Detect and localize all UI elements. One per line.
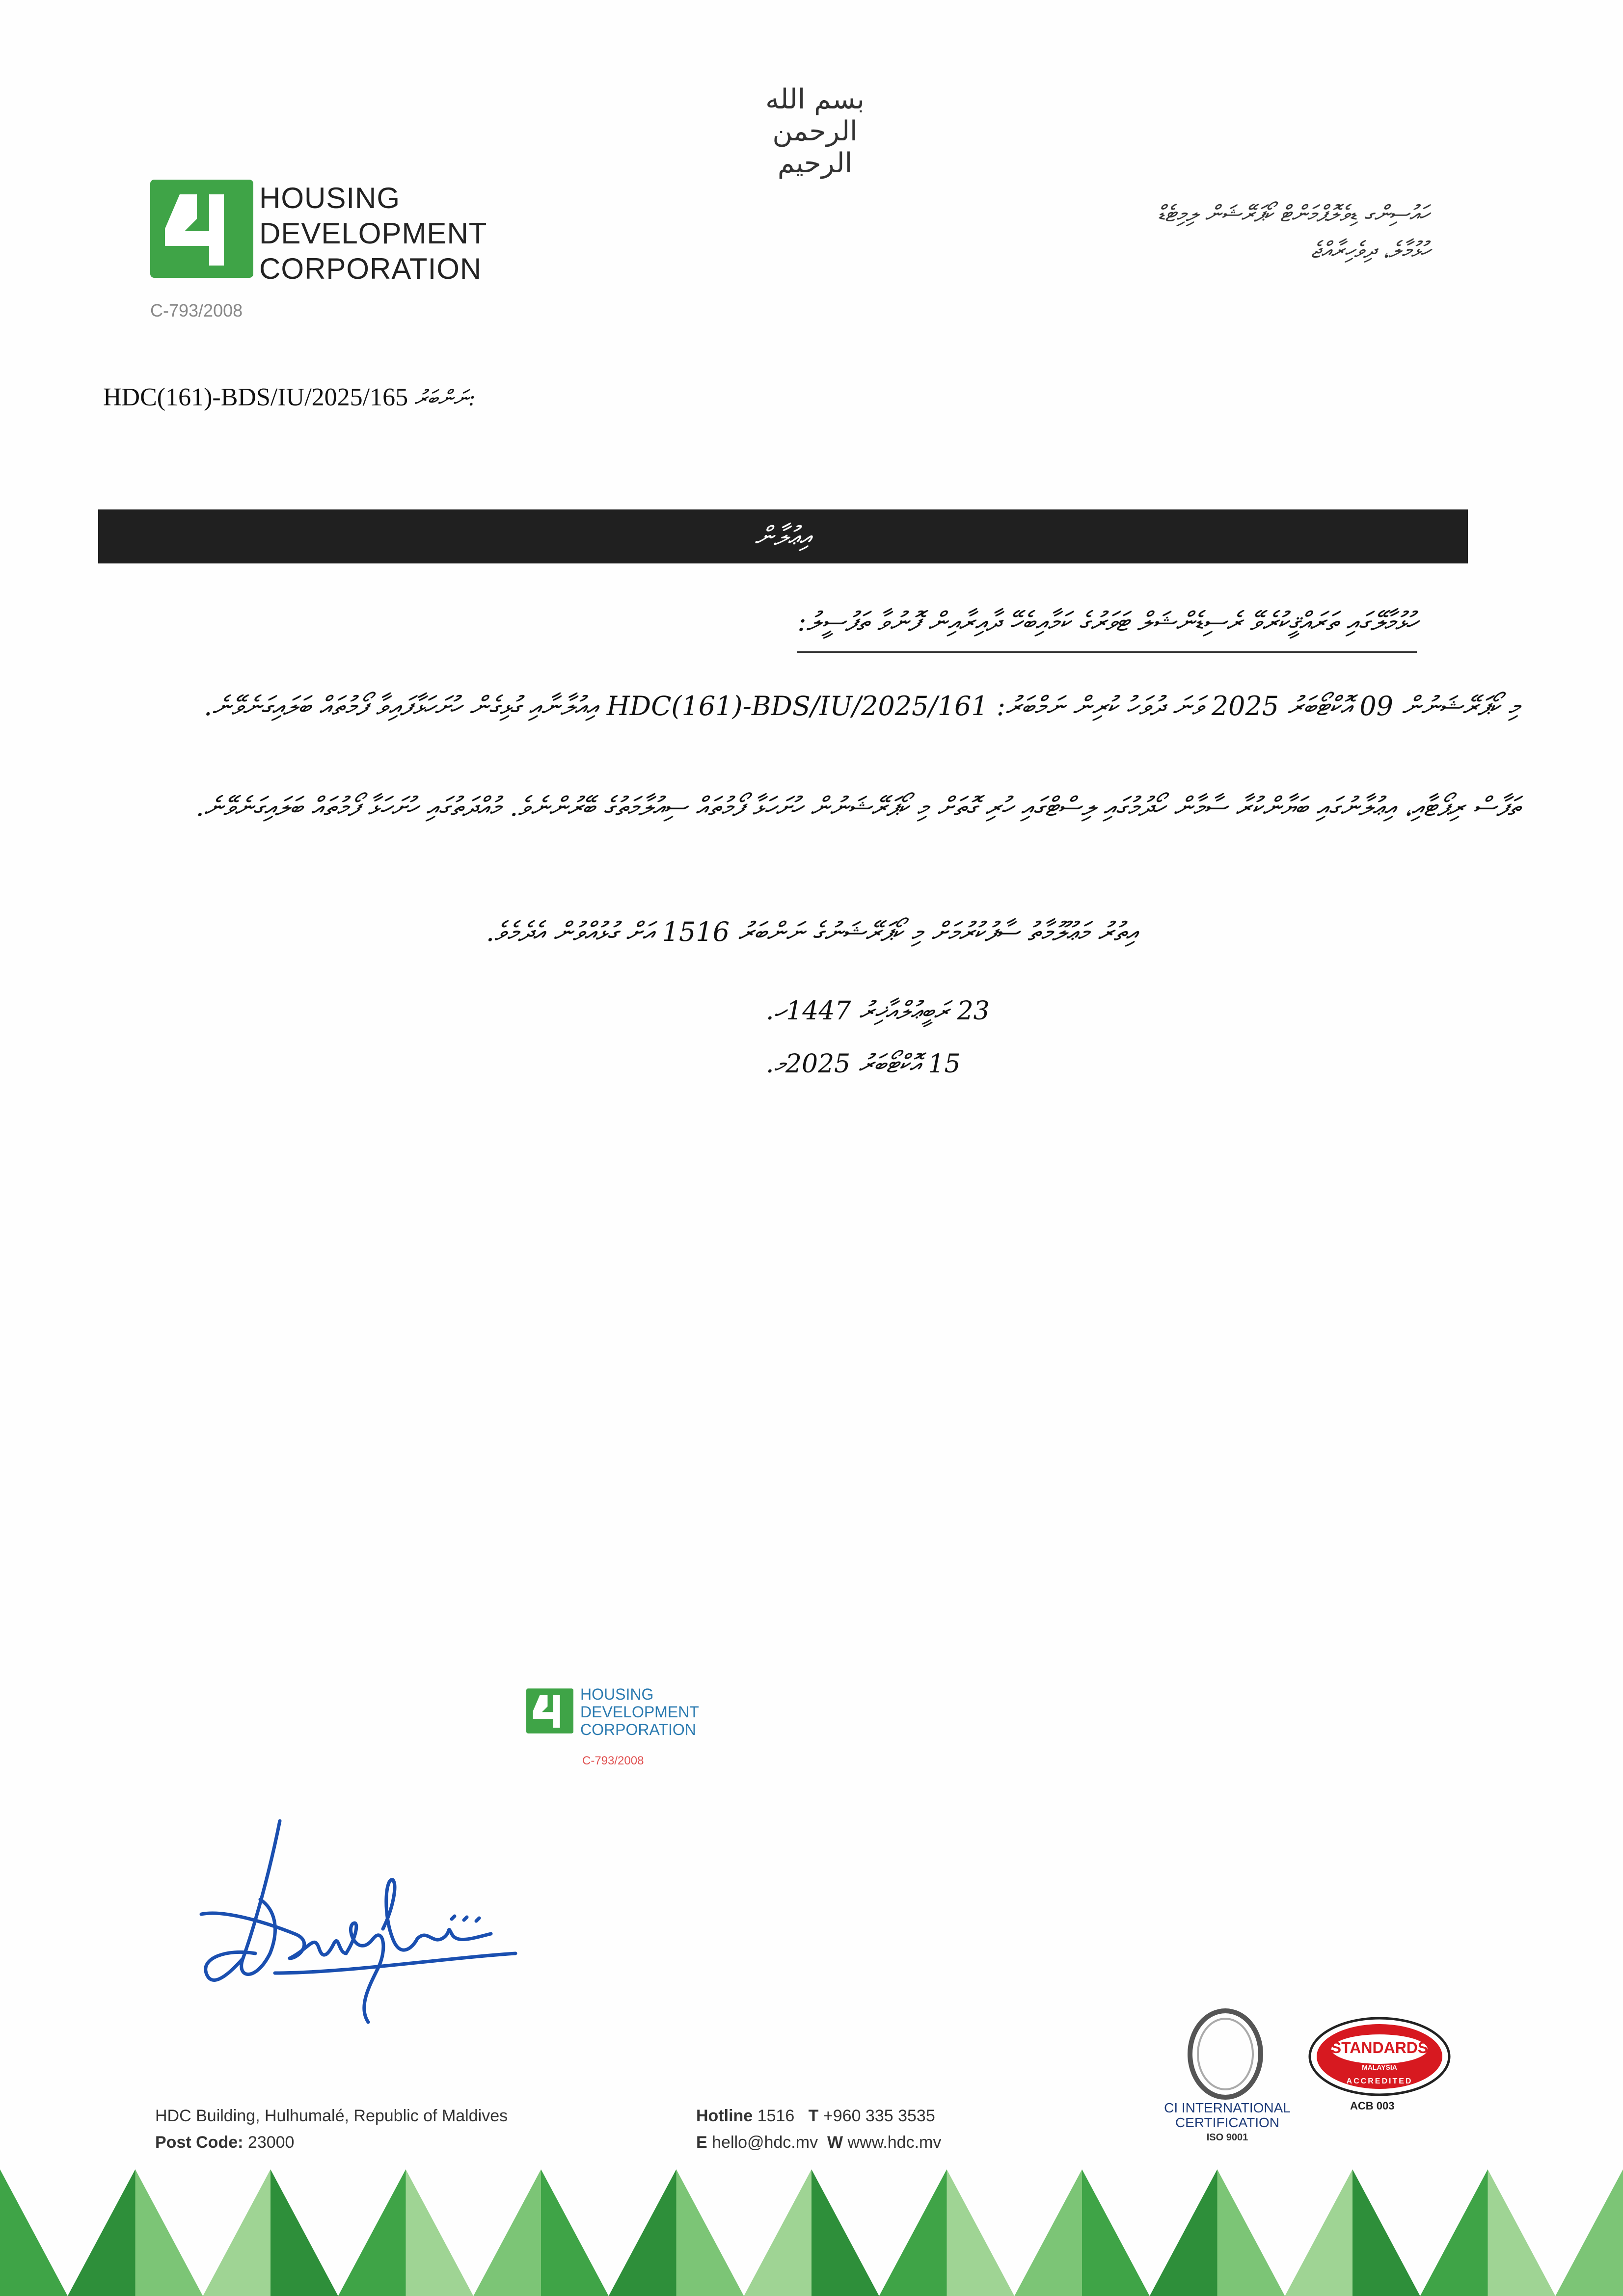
- footer-triangle: [609, 2169, 676, 2296]
- footer-phone-line: [696, 2103, 941, 2129]
- footer-triangle: [203, 2169, 270, 2296]
- ci-line-2: CERTIFICATION: [1175, 2115, 1280, 2130]
- stamp-logo-icon: [526, 1688, 573, 1734]
- date-hijri: 23 ރަބީޢުލްއާޚިރު 1447ހ.: [766, 996, 990, 1026]
- logo-line-2: DEVELOPMENT: [259, 217, 487, 250]
- ci-iso: ISO 9001: [1206, 2132, 1248, 2143]
- phone-label: T: [808, 2107, 819, 2125]
- stamp-line-2: DEVELOPMENT: [580, 1703, 699, 1721]
- footer-triangle: [1285, 2169, 1352, 2296]
- email-label: E: [696, 2133, 707, 2152]
- standards-country: MALAYSIA: [1362, 2063, 1397, 2071]
- footer-triangle: [1150, 2169, 1217, 2296]
- title-bar: [98, 509, 1468, 563]
- notice-subject: ހުޅުމާލޭގައި ތަރައްޤީކުރެވޭ ރެސިޑެންޝަލް ޓަވަރުގެ ކަމާއިބެހޭ ދާއިރާއިން ފޮނުވާ ތަފުސީލު:: [797, 606, 1417, 653]
- footer-triangle: [0, 2169, 68, 2296]
- standards-acb-number: ACB 003: [1350, 2100, 1395, 2112]
- hotline-value: 1516: [757, 2107, 795, 2125]
- standards-malaysia-icon: [1306, 2015, 1453, 2098]
- footer-address-block: [155, 2103, 508, 2156]
- notice-paragraph-3: އިތުރު މަޢުލޫމާތު ސާފުކުރުމަށް މި ކޯޕަރޭޝަނުގެ ނަންބަރު 1516 އަށް ގުޅުއްވުން އެދެމެވެ.: [486, 916, 1137, 947]
- standards-accredited: ACCREDITED: [1346, 2077, 1413, 2085]
- org-name-line-2: ހުޅުމާލެ، ދިވެހިރާއްޖެ: [1311, 237, 1430, 263]
- notice-paragraph-1: މި ކޯޕަރޭޝަނުން 09 އޮކްޓޯބަރު 2025 ވަނަ ދުވަހު ކުރިން ނަމްބަރު: HDC(161)-BDS/IU/2025/161 އިއުލާނާއި ގުޅިގެން ހުށަހަޅާފައިވާ ފޯމުތައް ބަލައިގަނެވޭނެ.: [204, 691, 1520, 721]
- footer-triangle: [135, 2169, 203, 2296]
- footer-triangle: [1420, 2169, 1488, 2296]
- footer-triangle: [1014, 2169, 1082, 2296]
- footer-triangle: [812, 2169, 879, 2296]
- postcode-value: 23000: [247, 2133, 295, 2152]
- footer-postcode-line: [155, 2129, 508, 2156]
- date-gregorian: 15 އޮކްޓޯބަރު 2025މ.: [766, 1049, 961, 1079]
- reference-label: ނަންބަރު:: [414, 386, 476, 411]
- footer-triangle: [1488, 2169, 1556, 2296]
- footer-triangle: [473, 2169, 541, 2296]
- phone-value: +960 335 3535: [823, 2107, 935, 2125]
- footer-triangle: [270, 2169, 338, 2296]
- footer-web-line: [696, 2129, 941, 2156]
- web-label: W: [827, 2133, 843, 2152]
- reference-line: [103, 383, 475, 412]
- footer-triangle: [879, 2169, 947, 2296]
- website-link[interactable]: www.hdc.mv: [847, 2133, 942, 2152]
- footer-triangle: [338, 2169, 406, 2296]
- ci-certification-icon: [1181, 2007, 1270, 2106]
- footer-triangle: [676, 2169, 744, 2296]
- footer-triangle: [1217, 2169, 1285, 2296]
- ci-certification-text: [1163, 2101, 1291, 2145]
- footer-triangle: [1555, 2169, 1623, 2296]
- org-name-line-1: ހައުސިންގ ޑިވެލޮޕްމަންޓް ކޯޕަރޭޝަން ލިމިޓެޑް: [1157, 200, 1430, 227]
- logo-line-3: CORPORATION: [259, 252, 482, 285]
- footer-triangle: [744, 2169, 812, 2296]
- footer-triangle: [1082, 2169, 1150, 2296]
- bismillah-calligraphy: بسم الله الرحمن الرحيم: [765, 83, 865, 179]
- notice-paragraph-2: ތަފާސް ރިޕޯޓާއި، އިޢުލާނުގައި ބަޔާންކުރާ ސާމާން ހޯދުމުގައި ލިސްޓްގައި ހުރި ގޮތަށް މި ކޯޕަރޭޝަނުން ހުށަހަޅާ ފޯމުތައް ސިއުލާމަތުގެ ބޭރުންނެވެ. މުއްދަތުގައި ހުށަހަޅާ ފޯމުތައް ބަލައިގަނެވޭނެ.: [195, 791, 1520, 822]
- email-link[interactable]: hello@hdc.mv: [712, 2133, 818, 2152]
- org-name-dhivehi: [1157, 195, 1430, 268]
- signature: [196, 1811, 530, 2037]
- footer-triangle: [68, 2169, 135, 2296]
- stamp-line-3: CORPORATION: [580, 1721, 696, 1738]
- ci-line-1: CI INTERNATIONAL: [1164, 2100, 1291, 2115]
- stamp-registration-number: C-793/2008: [582, 1754, 644, 1767]
- registration-number: C-793/2008: [150, 300, 243, 320]
- footer-triangle: [1352, 2169, 1420, 2296]
- stamp-wordmark: [580, 1685, 699, 1738]
- stamp-line-1: HOUSING: [580, 1685, 654, 1703]
- reference-number: HDC(161)-BDS/IU/2025/165: [103, 383, 408, 411]
- standards-wordmark: STANDARDS: [1330, 2039, 1429, 2056]
- footer-contact-block: [696, 2103, 941, 2156]
- logo-line-1: HOUSING: [259, 182, 401, 214]
- footer-triangle: [541, 2169, 609, 2296]
- footer-triangle-pattern: [0, 2169, 1623, 2296]
- hotline-label: Hotline: [696, 2107, 753, 2125]
- notice-title: އިޢުލާން: [754, 521, 812, 552]
- footer-triangle: [947, 2169, 1015, 2296]
- footer-triangle: [406, 2169, 474, 2296]
- logo-wordmark: [259, 181, 487, 287]
- footer-address: HDC Building, Hulhumalé, Republic of Maldives: [155, 2107, 508, 2125]
- hdc-logo-icon: [150, 180, 253, 278]
- postcode-label: Post Code:: [155, 2133, 243, 2152]
